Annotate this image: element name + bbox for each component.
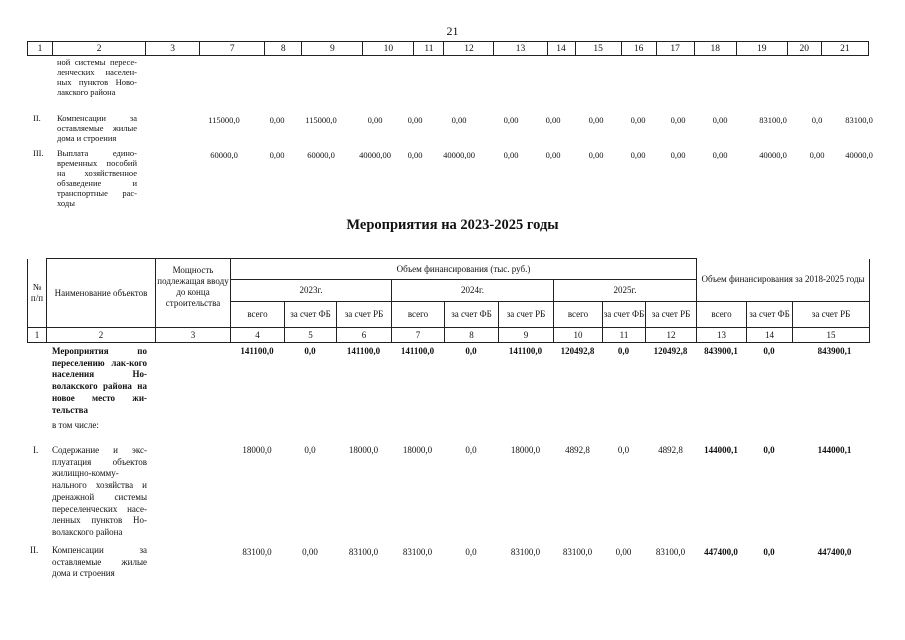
col-num: 9: [302, 42, 363, 56]
col-num: 12: [646, 328, 697, 343]
cell-value: 0,00: [367, 115, 383, 125]
cell-value: 120492,8: [560, 346, 595, 356]
cell-value: 0,0: [617, 346, 630, 356]
cell-value: 0,00: [269, 150, 285, 160]
row-name: Содержание и экс-плуатация объектов жилищно-комму-нального хозяйства и дренажной системы переселенческих насе-ленных пунктов Но-волакского района: [52, 445, 147, 537]
col-num: 6: [337, 328, 392, 343]
cell-value: 4892,8: [658, 445, 683, 455]
row-name: Компенсации за оставляемые жилые дома и строения: [57, 113, 137, 143]
cell-value: 0,00: [630, 150, 646, 160]
cell-value: 40000,0: [759, 150, 787, 160]
col-num: 14: [747, 328, 793, 343]
row-number: I.: [33, 445, 39, 455]
cell-value: 83100,0: [510, 547, 541, 557]
header-capacity: Мощность подлежащая вводу до конца строительства: [156, 259, 231, 328]
row-number: II.: [30, 545, 39, 555]
cell-value: 0,00: [503, 150, 519, 160]
col-num: 17: [656, 42, 694, 56]
cell-value: 0,0: [304, 445, 316, 455]
header-year-2024: 2024г.: [392, 280, 554, 302]
cell-value: 40000,00: [443, 150, 475, 160]
cell-value: 0,00: [670, 150, 686, 160]
col-num: 8: [445, 328, 499, 343]
col-num: 8: [265, 42, 302, 56]
cell-value: 0,0: [811, 115, 823, 125]
cell-value: 115000,0: [305, 115, 337, 125]
header-fb: за счет ФБ: [285, 302, 337, 328]
row-number: III.: [33, 148, 44, 158]
cell-value: 0,00: [545, 150, 561, 160]
cell-value: 0,00: [630, 115, 646, 125]
col-num: 10: [363, 42, 414, 56]
cell-value: 0,00: [407, 150, 423, 160]
cell-value: 60000,0: [210, 150, 238, 160]
header-rb: за счет РБ: [337, 302, 392, 328]
col-num: 1: [28, 328, 47, 343]
cell-value: 0,00: [503, 115, 519, 125]
col-num: 13: [494, 42, 547, 56]
col-num: 16: [621, 42, 656, 56]
cell-value: 0,00: [712, 115, 728, 125]
cell-value: 141100,0: [346, 346, 381, 356]
cell-value: 60000,0: [307, 150, 335, 160]
header-all: всего: [392, 302, 445, 328]
cell-value: 0,00: [809, 150, 825, 160]
col-num: 18: [694, 42, 736, 56]
col-num: 11: [603, 328, 646, 343]
cell-value: 83100,0: [759, 115, 787, 125]
cell-value: 0,0: [465, 346, 477, 356]
col-num: 20: [787, 42, 821, 56]
col-num: 3: [146, 42, 200, 56]
cell-value: 0,00: [588, 150, 604, 160]
header-num: № п/п: [28, 259, 47, 328]
header-fb: за счет ФБ: [747, 302, 793, 328]
cell-value: 4892,8: [565, 445, 590, 455]
col-num: 5: [285, 328, 337, 343]
cell-value: 0,00: [302, 547, 318, 557]
cell-value: 144000,1: [817, 445, 852, 455]
header-financing: Объем финансирования (тыс. руб.): [231, 259, 697, 280]
cell-value: 447400,0: [704, 547, 738, 557]
header-all: всего: [231, 302, 285, 328]
cell-value: 0,00: [712, 150, 728, 160]
header-year-2025: 2025г.: [554, 280, 697, 302]
col-num: 2: [53, 42, 146, 56]
cell-value: 83100,0: [348, 547, 379, 557]
header-rb: за счет РБ: [793, 302, 870, 328]
col-num: 11: [414, 42, 444, 56]
cell-value: 144000,1: [704, 445, 738, 455]
cell-value: 83100,0: [845, 115, 873, 125]
main-table-header: [27, 258, 870, 343]
cell-value: 843900,1: [817, 346, 852, 356]
col-num: 21: [821, 42, 868, 56]
cell-value: 0,00: [670, 115, 686, 125]
header-rb: за счет РБ: [646, 302, 697, 328]
cell-value: 0,00: [451, 115, 467, 125]
cell-value: 0,0: [465, 445, 477, 455]
row-name: Выплата едино-временных пособий на хозяйственное обзаведение и транспортные рас-ходы: [57, 148, 137, 208]
col-num: 13: [697, 328, 747, 343]
cell-value: 141100,0: [240, 346, 274, 356]
cell-value: 83100,0: [402, 547, 433, 557]
col-num: 10: [554, 328, 603, 343]
cell-value: 18000,0: [242, 445, 272, 455]
continued-text: ной системы пересе-ленческих населен-ных пунктов Ново-лакского района: [57, 57, 137, 97]
col-num: 4: [231, 328, 285, 343]
header-total: Объем финансирования за 2018-2025 годы: [697, 259, 870, 302]
col-num: 2: [47, 328, 156, 343]
header-rb: за счет РБ: [499, 302, 554, 328]
cell-value: 0,0: [617, 445, 630, 455]
cell-value: 0,0: [763, 445, 775, 455]
cell-value: 40000,0: [845, 150, 873, 160]
col-num: 1: [28, 42, 53, 56]
col-num: 7: [200, 42, 265, 56]
col-num: 15: [793, 328, 870, 343]
cell-value: 447400,0: [817, 547, 852, 557]
col-num: 14: [547, 42, 575, 56]
cell-value: 141100,0: [400, 346, 435, 356]
cell-value: 0,00: [269, 115, 285, 125]
cell-value: 0,00: [588, 115, 604, 125]
header-all: всего: [697, 302, 747, 328]
cell-value: 83100,0: [562, 547, 593, 557]
top-table-header: [27, 41, 869, 56]
cell-value: 0,00: [615, 547, 632, 557]
cell-value: 18000,0: [402, 445, 433, 455]
header-fb: за счет ФБ: [603, 302, 646, 328]
col-num: 12: [444, 42, 494, 56]
cell-value: 141100,0: [508, 346, 543, 356]
col-num: 15: [575, 42, 621, 56]
cell-value: 40000,00: [359, 150, 391, 160]
cell-value: 0,0: [304, 346, 316, 356]
cell-value: 18000,0: [510, 445, 541, 455]
cell-value: 843900,1: [704, 346, 738, 356]
header-year-2023: 2023г.: [231, 280, 392, 302]
cell-value: 0,00: [407, 115, 423, 125]
col-num: 19: [736, 42, 787, 56]
row-number: II.: [33, 113, 41, 123]
page-number: 21: [446, 24, 459, 38]
cell-value: 0,0: [763, 346, 775, 356]
header-all: всего: [554, 302, 603, 328]
header-fb: за счет ФБ: [445, 302, 499, 328]
col-num: 9: [499, 328, 554, 343]
section-title: Мероприятия на 2023-2025 годы: [346, 217, 559, 233]
row-subnote: в том числе:: [52, 420, 99, 430]
row-name: Компенсации за оставляемые жилые дома и строения: [52, 545, 147, 579]
cell-value: 0,0: [763, 547, 775, 557]
header-name: Наименование объектов: [47, 259, 156, 328]
col-num: 7: [392, 328, 445, 343]
cell-value: 83100,0: [655, 547, 686, 557]
cell-value: 115000,0: [208, 115, 240, 125]
cell-value: 0,00: [545, 115, 561, 125]
col-num: 3: [156, 328, 231, 343]
cell-value: 83100,0: [242, 547, 272, 557]
row-name: Мероприятия по переселению лак-кого населения Но-волакского района на новое место жи-тельства: [52, 346, 147, 415]
cell-value: 0,0: [465, 547, 477, 557]
cell-value: 120492,8: [653, 346, 688, 356]
cell-value: 18000,0: [348, 445, 379, 455]
